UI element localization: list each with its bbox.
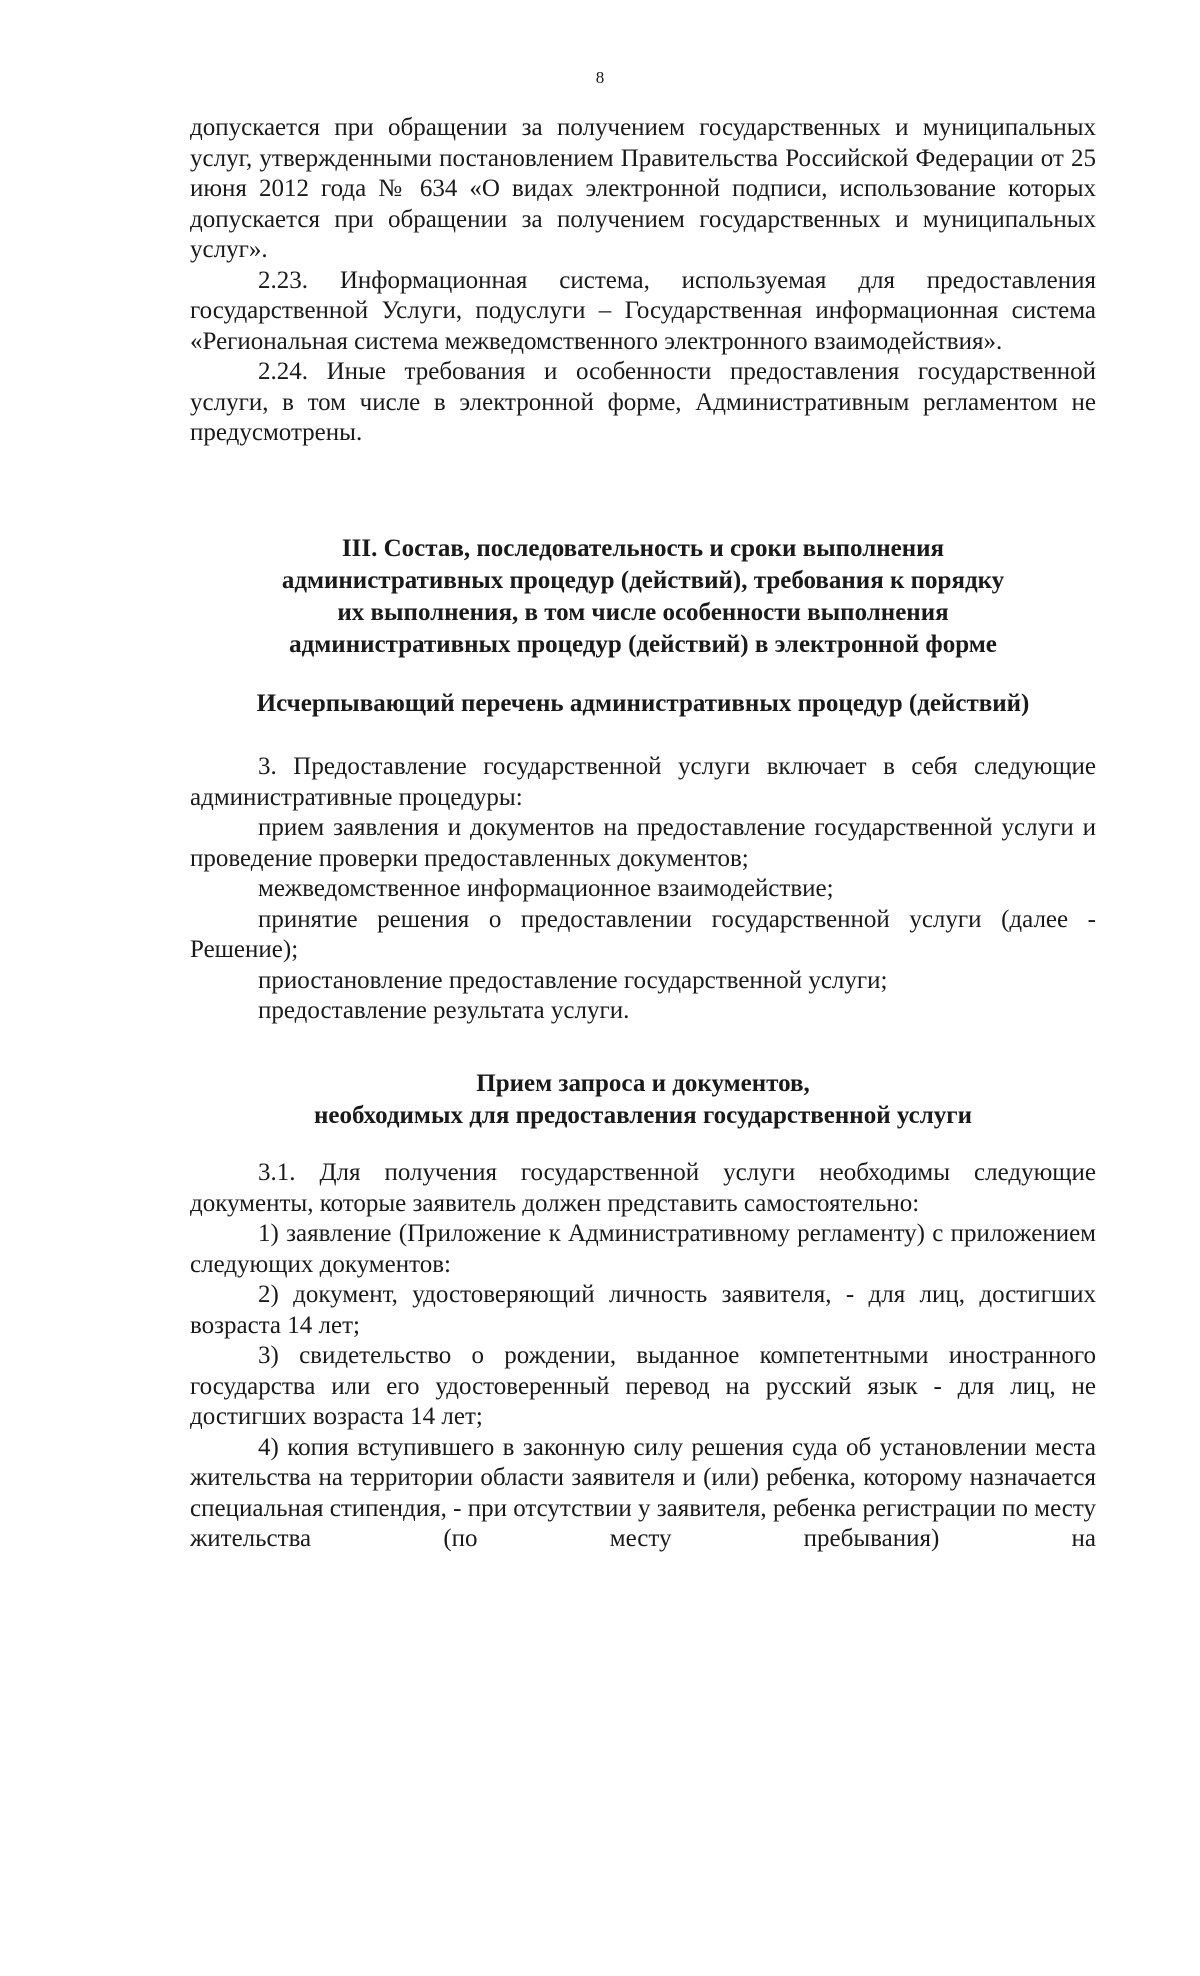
request-reception-heading-line-2: необходимых для предоставления государственной услуги xyxy=(314,1102,972,1129)
procedure-item: приостановление предоставление государственной услуги; xyxy=(258,966,888,994)
document-item: 3) свидетельство о рождении, выданное компетентными иностранного государства или его удостоверенный перевод на русский язык - для лиц, не достигших возраста 14 лет; xyxy=(190,1342,1096,1430)
section-3-heading-line-2: административных процедур (действий), требования к порядку xyxy=(281,567,1005,594)
procedure-item: принятие решения о предоставлении государственной услуги (далее - Решение); xyxy=(190,905,1096,963)
procedure-item: прием заявления и документов на предоставление государственной услуги и проведение проверки предоставленных документов; xyxy=(190,814,1096,872)
request-reception-heading xyxy=(190,1068,1096,1132)
section-3-heading-line-1: III. Состав, последовательность и сроки выполнения xyxy=(341,535,945,562)
page-number: 8 xyxy=(595,68,605,87)
section-2-tail xyxy=(190,113,1096,449)
procedure-item: межведомственное информационное взаимодействие; xyxy=(258,875,834,902)
required-documents xyxy=(190,1158,1096,1555)
document-item: 1) заявление (Приложение к Административному регламенту) с приложением следующих документов: xyxy=(190,1220,1096,1278)
section-3-heading-line-4: административных процедур (действий) в электронной форме xyxy=(289,631,997,658)
paragraph-continuation: допускается при обращении за получением государственных и муниципальных услуг, утвержденными постановлением Правительства Российской Федерации от 25 июня 2012 года № 634 «О видах электронной подписи, использование которых допускается при обращении за получением государственных и муниципальных услуг». xyxy=(190,114,1096,263)
procedure-item: предоставление результата услуги. xyxy=(258,997,630,1024)
section-3-heading xyxy=(190,533,1096,661)
paragraph-3-1: 3.1. Для получения государственной услуги необходимы следующие документы, которые заявитель должен представить самостоятельно: xyxy=(190,1159,1096,1217)
procedures-list-heading-text: Исчерпывающий перечень административных процедур (действий) xyxy=(256,690,1030,717)
section-3-heading-line-3: их выполнения, в том числе особенности выполнения xyxy=(337,599,949,626)
procedures-list xyxy=(190,752,1096,1027)
document-item: 2) документ, удостоверяющий личность заявителя, - для лиц, достигших возраста 14 лет; xyxy=(190,1281,1096,1339)
paragraph-2-24: 2.24. Иные требования и особенности предоставления государственной услуги, в том числе в электронной форме, Административным регламентом не предусмотрены. xyxy=(190,358,1096,446)
paragraph-3: 3. Предоставление государственной услуги включает в себя следующие административные процедуры: xyxy=(190,753,1096,811)
document-item: 4) копия вступившего в законную силу решения суда об установлении места жительства на территории области заявителя и (или) ребенка, которому назначается специальная стипендия, - при отсутствии у заявителя, ребенка регистрации по месту жительства (по месту пребывания) на xyxy=(190,1433,1096,1552)
procedures-list-heading xyxy=(190,688,1096,720)
paragraph-2-23: 2.23. Информационная система, используемая для предоставления государственной Услуги, подуслуги – Государственная информационная система «Региональная система межведомственного электронного взаимодействия». xyxy=(190,266,1096,355)
request-reception-heading-line-1: Прием запроса и документов, xyxy=(476,1070,810,1097)
